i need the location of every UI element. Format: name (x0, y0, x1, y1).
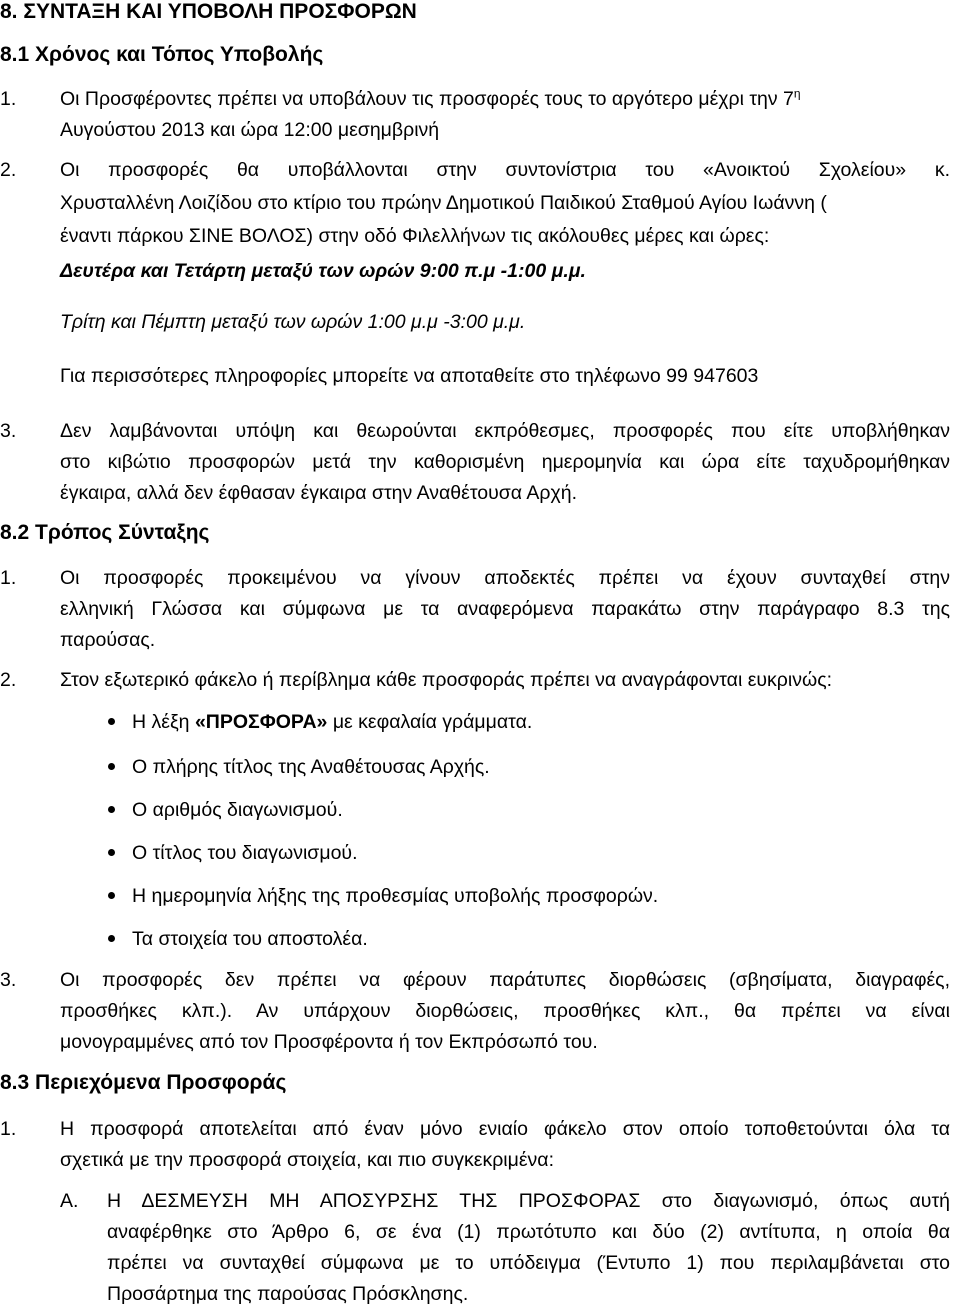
bullet-text-bold: «ΠΡΟΣΦΟΡΑ» (194, 711, 328, 733)
s81-p2-line3: έναντι πάρκου ΣΙΝΕ ΒΟΛΟΣ) στην οδό Φιλελλήνων τις ακόλουθες μέρες και ώρες: (60, 225, 770, 247)
s83-pA-line4: Προσάρτημα της παρούσας Πρόσκλησης. (107, 1283, 469, 1305)
s82-p2-bullet: Η ημερομηνία λήξης της προθεσμίας υποβολής προσφορών. (132, 885, 659, 907)
s81-p1-line1 (60, 87, 801, 111)
s82-p1-line1: Οι προσφορές προκειμένου να γίνουν αποδεκτές πρέπει να έχουν συνταχθεί στην (60, 567, 950, 589)
s81-p2-schedule-tue-thu: Τρίτη και Πέμπτη μεταξύ των ωρών 1:00 μ.μ -3:00 μ.μ. (60, 311, 526, 333)
s82-p3-number: 3. (0, 969, 17, 991)
bullet-icon (108, 763, 115, 770)
section-8-title: 8. ΣΥΝΤΑΞΗ ΚΑΙ ΥΠΟΒΟΛΗ ΠΡΟΣΦΟΡΩΝ (0, 0, 417, 23)
s82-p3-line2: προσθήκες κλπ.). Αν υπάρχουν διορθώσεις, προσθήκες κλπ., θα πρέπει να είναι (60, 1000, 950, 1022)
bullet-icon (108, 935, 115, 942)
s81-p2-contact-phone: Για περισσότερες πληροφορίες μπορείτε να αποταθείτε στο τηλέφωνο 99 947603 (60, 365, 759, 387)
s82-p3-line1: Οι προσφορές δεν πρέπει να φέρουν παράτυπες διορθώσεις (σβησίματα, διαγραφές, (60, 969, 950, 991)
s81-p3-line1: Δεν λαμβάνονται υπόψη και θεωρούνται εκπρόθεσμες, προσφορές που είτε υποβλήθηκαν (60, 420, 950, 442)
s83-p1-line1: Η προσφορά αποτελείται από έναν μόνο ενιαίο φάκελο στον οποίο τοποθετούνται όλα τα (60, 1118, 950, 1140)
s81-p3-line2: στο κιβώτιο προσφορών μετά την καθορισμένη ημερομηνία και ώρα είτε ταχυδρομήθηκαν (60, 451, 950, 473)
s81-p1-number: 1. (0, 88, 17, 110)
bullet-icon (108, 849, 115, 856)
s83-pA-line1: Η ΔΕΣΜΕΥΣΗ ΜΗ ΑΠΟΣΥΡΣΗΣ ΤΗΣ ΠΡΟΣΦΟΡΑΣ στο διαγωνισμό, όπως αυτή (107, 1190, 950, 1212)
s82-p1-number: 1. (0, 567, 17, 589)
bullet-text-pre: Η λέξη (132, 711, 195, 733)
s83-pA-line3: πρέπει να συνταχθεί σύμφωνα με το υπόδειγμα (Έντυπο 1) που περιλαμβάνεται στο (107, 1252, 950, 1274)
s81-p2-number: 2. (0, 159, 17, 181)
s81-p1-superscript: η (793, 86, 801, 101)
s82-p2-bullet: Τα στοιχεία του αποστολέα. (132, 928, 368, 950)
s81-p3-line3: έγκαιρα, αλλά δεν έφθασαν έγκαιρα στην Αναθέτουσα Αρχή. (60, 482, 577, 504)
s81-p2-schedule-mon-wed: Δευτέρα και Τετάρτη μεταξύ των ωρών 9:00 π.μ -1:00 μ.μ. (60, 260, 586, 282)
s83-pA-label: Α. (60, 1190, 79, 1212)
s82-p3-line3: μονογραμμένες από τον Προσφέροντα ή τον Εκπρόσωπό του. (60, 1031, 598, 1053)
s82-p1-line3: παρούσας. (60, 629, 156, 651)
s81-p1-line2: Αυγούστου 2013 και ώρα 12:00 μεσημβρινή (60, 119, 440, 141)
s81-p2-line1: Οι προσφορές θα υποβάλλονται στην συντονίστρια του «Ανοικτού Σχολείου» κ. (60, 159, 950, 181)
bullet-icon (108, 718, 115, 725)
s82-p2-bullet: Ο πλήρης τίτλος της Αναθέτουσας Αρχής. (132, 756, 490, 778)
s83-p1-number: 1. (0, 1118, 17, 1140)
s82-p2-bullet-offer-word (132, 710, 532, 734)
s82-p2-line1: Στον εξωτερικό φάκελο ή περίβλημα κάθε προσφοράς πρέπει να αναγράφονται ευκρινώς: (60, 669, 833, 691)
s81-p3-number: 3. (0, 420, 17, 442)
s83-p1-line2: σχετικά με την προσφορά στοιχεία, και πιο συγκεκριμένα: (60, 1149, 554, 1171)
s82-p2-bullet: Ο αριθμός διαγωνισμού. (132, 799, 343, 821)
s81-p2-line2: Χρυσταλλένη Λοιζίδου στο κτίριο του πρώην Δημοτικού Παιδικού Σταθμού Αγίου Ιωάννη ( (60, 192, 827, 214)
section-8-2-title: 8.2 Τρόπος Σύνταξης (0, 521, 210, 544)
s81-p1-line1-text: Οι Προσφέροντες πρέπει να υποβάλουν τις προσφορές τους το αργότερο μέχρι την 7 (60, 88, 794, 110)
bullet-text-post: με κεφαλαία γράμματα. (327, 711, 533, 733)
section-8-3-title: 8.3 Περιεχόμενα Προσφοράς (0, 1071, 287, 1094)
s82-p2-number: 2. (0, 669, 17, 691)
s82-p2-bullet: Ο τίτλος του διαγωνισμού. (132, 842, 358, 864)
section-8-1-title: 8.1 Χρόνος και Τόπος Υποβολής (0, 43, 324, 66)
bullet-icon (108, 892, 115, 899)
bullet-icon (108, 806, 115, 813)
s83-pA-line2: αναφέρθηκε στο Άρθρο 6, σε ένα (1) πρωτότυπο και δύο (2) αντίτυπα, η οποία θα (107, 1221, 950, 1243)
s82-p1-line2: ελληνική Γλώσσα και σύμφωνα με τα αναφερόμενα παρακάτω στην παράγραφο 8.3 της (60, 598, 950, 620)
